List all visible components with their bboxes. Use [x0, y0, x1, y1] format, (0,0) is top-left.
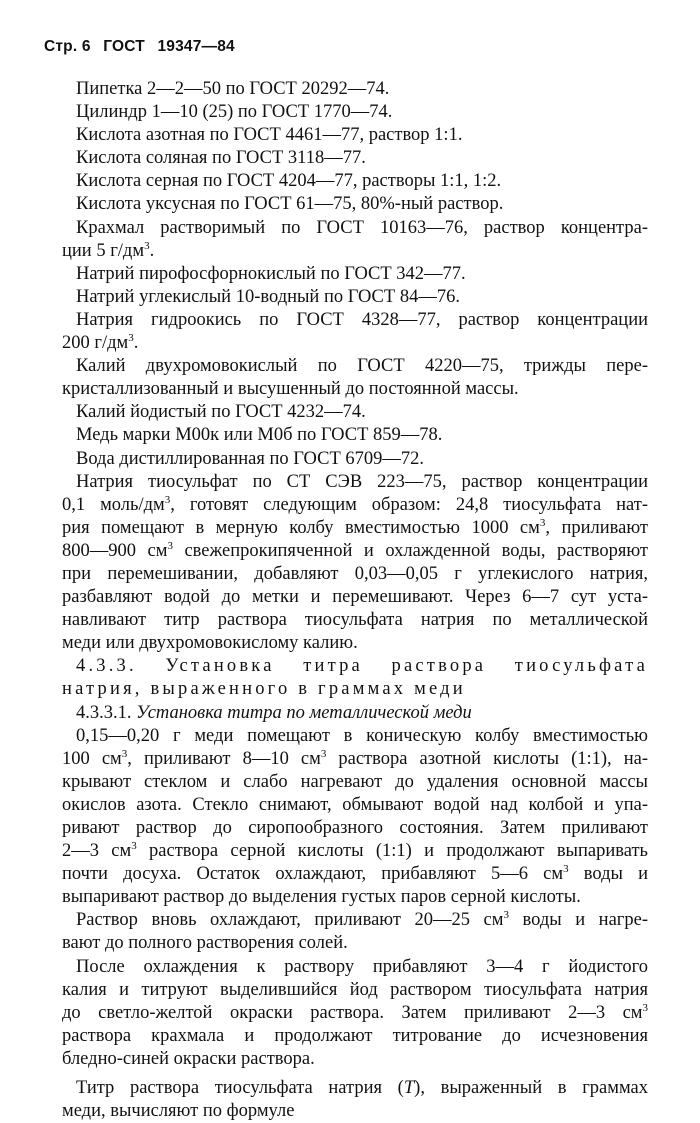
standard-code: 19347—84: [157, 38, 235, 55]
text-line: разбавляют водой до метки и перемешивают. Через 6—7 сут уста-: [62, 587, 648, 608]
reagent-item-continued: 200 $г/дм^3$.: [62, 332, 139, 354]
reagent-item: Медь марки М00к или М0б по ГОСТ 859—78.: [76, 425, 443, 446]
text-line: раствора крахмала и продолжают титрование до исчезновения: [62, 1025, 648, 1046]
thiosulfate-paragraph: [62, 471, 648, 656]
text-line: 0,15—0,20 г меди помещают в коническую колбу вместимостью: [76, 725, 648, 746]
text-line: навливают титр раствора тиосульфата натрия по металлической: [62, 610, 648, 631]
text-line: бледно-синей окраски раствора.: [62, 1048, 315, 1069]
text-line: Титр раствора тиосульфата натрия (T), выраженный в граммах: [76, 1078, 649, 1099]
reagent-item: Кислота соляная по ГОСТ 3118—77.: [76, 148, 366, 169]
text-line: до светло-желтой окраски раствора. Затем приливают 2—3 $см^3$: [62, 1001, 648, 1023]
text-line: калия и титруют выделившийся йод раствором тиосульфата натрия: [62, 979, 648, 1000]
text-line: 800—900 $см^3$ свежепрокипяченной и охлажденной воды, растворяют: [62, 539, 648, 561]
reagent-item: Калий двухромовокислый по ГОСТ 4220—75, трижды пере-: [76, 356, 648, 377]
section-title: натрия, выраженного в граммах меди: [62, 679, 466, 700]
text-line: ривают раствор до сиропообразного состояния. Затем приливают: [62, 818, 648, 838]
reagent-item: Пипетка 2—2—50 по ГОСТ 20292—74.: [76, 79, 390, 99]
text-line: окислов азота. Стекло снимают, обмывают водой над колбой и упа-: [62, 794, 648, 815]
reagent-item: Цилиндр 1—10 (25) по ГОСТ 1770—74.: [76, 102, 393, 123]
text-line: меди или двухромовокислому калию.: [62, 633, 358, 654]
reagent-item-continued: кристаллизованный и высушенный до постоянной массы.: [62, 379, 519, 400]
reagent-item: Калий йодистый по ГОСТ 4232—74.: [76, 402, 366, 423]
reagent-item-continued: ции 5 $г/дм^3$.: [62, 239, 155, 261]
reagent-item: Натрий пирофосфорнокислый по ГОСТ 342—77.: [76, 263, 466, 284]
standard-label: ГОСТ: [103, 38, 145, 55]
subsection-number: 4.3.3.1.: [76, 702, 132, 723]
text-line: Натрия тиосульфат по СТ СЭВ 223—75, раствор концентрации: [76, 471, 648, 492]
text-line: 100 $см^3$, приливают 8—10 $см^3$ раствора азотной кислоты (1:1), на-: [62, 747, 649, 769]
subsection-heading-4-3-3-1: [76, 702, 648, 725]
page-number: Стр. 6: [44, 38, 91, 55]
cooling-paragraph: [62, 909, 649, 955]
formula-intro-paragraph: [62, 1077, 649, 1123]
text-line: вают до полного растворения солей.: [62, 933, 348, 954]
text-line: при перемешивании, добавляют 0,03—0,05 г углекислого натрия,: [62, 563, 648, 584]
procedure-paragraph: [62, 725, 649, 910]
titration-paragraph: [62, 956, 648, 1071]
document-body: [62, 78, 649, 1123]
reagent-item: Кислота серная по ГОСТ 4204—77, растворы 1:1, 1:2.: [76, 171, 502, 192]
section-title: 4.3.3. Установка титра раствора тиосульфата: [76, 656, 648, 677]
reagent-item: Вода дистиллированная по ГОСТ 6709—72.: [76, 448, 425, 469]
text-line: После охлаждения к раствору прибавляют 3—4 г йодистого: [76, 956, 648, 977]
text-line: крывают стеклом и слабо нагревают до удаления основной массы: [62, 771, 648, 792]
section-heading-4-3-3: [62, 655, 648, 701]
reagent-item: Крахмал растворимый по ГОСТ 10163—76, раствор концентра-: [76, 217, 648, 238]
reagent-item: Натрия гидроокись по ГОСТ 4328—77, раствор концентрации: [76, 309, 648, 330]
text-line: 0,1 моль/$дм^3$, готовят следующим образом: 24,8 тиосульфата нат-: [62, 493, 648, 515]
text-line: меди, вычисляют по формуле: [62, 1101, 295, 1122]
variable-t: T: [403, 1078, 415, 1099]
reagent-list: [62, 78, 648, 471]
reagent-item: Натрий углекислый 10-водный по ГОСТ 84—76.: [76, 286, 460, 307]
text-line: почти досуха. Остаток охлаждают, прибавляют 5—6 $см^3$ воды и: [62, 863, 648, 885]
text-line: 2—3 $см^3$ раствора серной кислоты (1:1) и продолжают выпаривать: [62, 840, 648, 862]
reagent-item: Кислота азотная по ГОСТ 4461—77, раствор 1:1.: [76, 125, 463, 146]
text-line: рия помещают в мерную колбу вместимостью 1000 $см^3$, приливают: [62, 516, 648, 538]
page-header: [44, 38, 243, 56]
text-line: Раствор вновь охлаждают, приливают 20—25 $см^3$ воды и нагре-: [76, 909, 649, 931]
reagent-item: Кислота уксусная по ГОСТ 61—75, 80%-ный раствор.: [76, 194, 504, 215]
text-line: выпаривают раствор до выделения густых паров серной кислоты.: [62, 887, 581, 908]
subsection-title: Установка титра по металлической меди: [136, 702, 472, 723]
